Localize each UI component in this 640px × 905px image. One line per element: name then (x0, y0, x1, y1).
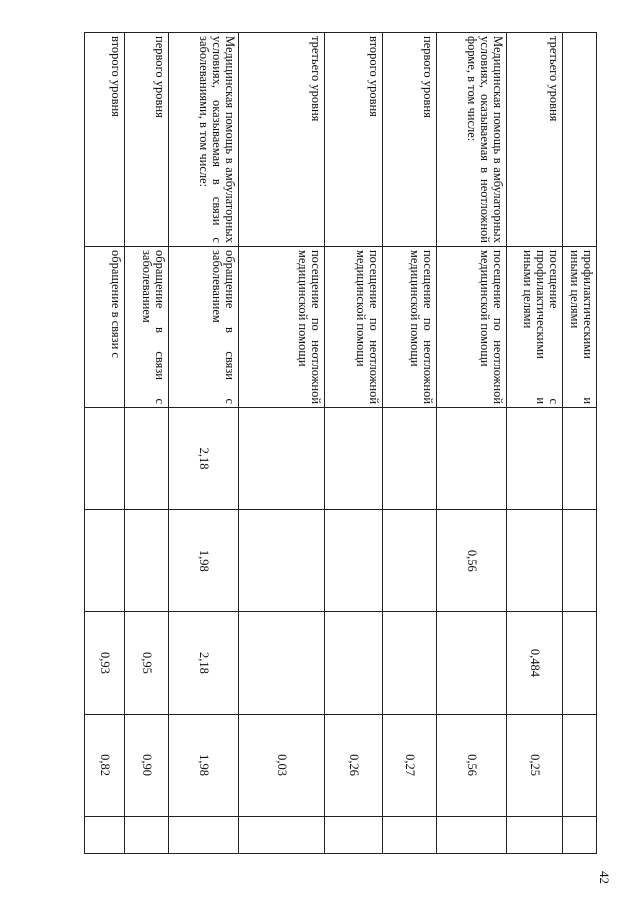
value-cell: 0,03 (239, 714, 325, 816)
table-body (85, 33, 597, 854)
value-cell (383, 408, 437, 510)
category-cell: второго уровня (85, 33, 125, 247)
category-cell: второго уровня (325, 33, 383, 247)
table-row (563, 33, 597, 854)
category-cell: первого уровня (383, 33, 437, 247)
value-cell (507, 510, 563, 612)
empty-cell (325, 816, 383, 853)
value-cell (383, 612, 437, 714)
value-cell (325, 408, 383, 510)
empty-cell (563, 816, 597, 853)
value-cell (325, 510, 383, 612)
category-cell: Медицинская помощь в амбулаторных условиях, оказываемая в неотложной форме, в том числе: (437, 33, 507, 247)
unit-cell: посещение по неотложной медицинской помощи (325, 246, 383, 407)
data-table (84, 32, 597, 854)
value-cell: 0,95 (125, 612, 169, 714)
value-cell (383, 510, 437, 612)
value-cell (563, 612, 597, 714)
value-cell: 0,26 (325, 714, 383, 816)
table-row (383, 33, 437, 854)
value-cell (563, 714, 597, 816)
empty-cell (169, 816, 239, 853)
value-cell (85, 408, 125, 510)
value-cell: 0,25 (507, 714, 563, 816)
unit-cell: посещение по неотложной медицинской помощи (383, 246, 437, 407)
value-cell: 0,93 (85, 612, 125, 714)
value-cell: 0,484 (507, 612, 563, 714)
unit-cell: обращение в связи с заболеванием (169, 246, 239, 407)
empty-cell (507, 816, 563, 853)
value-cell: 1,98 (169, 510, 239, 612)
value-cell (507, 408, 563, 510)
category-cell: первого уровня (125, 33, 169, 247)
value-cell (437, 612, 507, 714)
page-number: 42 (597, 871, 612, 884)
table-row (169, 33, 239, 854)
table-row (437, 33, 507, 854)
unit-cell: обращение в связи с (85, 246, 125, 407)
value-cell: 1,98 (169, 714, 239, 816)
value-cell: 0,56 (437, 510, 507, 612)
value-cell: 2,18 (169, 408, 239, 510)
value-cell (437, 408, 507, 510)
empty-cell (437, 816, 507, 853)
category-cell: третьего уровня (507, 33, 563, 247)
value-cell (563, 510, 597, 612)
empty-cell (239, 816, 325, 853)
value-cell (239, 408, 325, 510)
value-cell: 0,90 (125, 714, 169, 816)
value-cell: 0,82 (85, 714, 125, 816)
empty-cell (125, 816, 169, 853)
value-cell (239, 612, 325, 714)
value-cell (125, 510, 169, 612)
unit-cell: обращение в связи с заболеванием (125, 246, 169, 407)
value-cell: 0,27 (383, 714, 437, 816)
empty-cell (85, 816, 125, 853)
table-row (239, 33, 325, 854)
table-row (85, 33, 125, 854)
table-row (507, 33, 563, 854)
value-cell (239, 510, 325, 612)
unit-cell: посещение по неотложной медицинской помощи (239, 246, 325, 407)
unit-cell: посещение по неотложной медицинской помощи (437, 246, 507, 407)
empty-cell (383, 816, 437, 853)
rotated-table-wrapper (53, 32, 597, 854)
value-cell: 2,18 (169, 612, 239, 714)
value-cell (125, 408, 169, 510)
value-cell: 0,56 (437, 714, 507, 816)
unit-cell: профилактическими и иными целями (563, 246, 597, 407)
category-cell: Медицинская помощь в амбулаторных условиях, оказываемая в связи с заболеваниями, в том числе: (169, 33, 239, 247)
table-row (125, 33, 169, 854)
table-row (325, 33, 383, 854)
value-cell (85, 510, 125, 612)
unit-cell: посещение с профилактическими и иными целями (507, 246, 563, 407)
value-cell (325, 612, 383, 714)
category-cell: третьего уровня (239, 33, 325, 247)
value-cell (563, 408, 597, 510)
category-cell (563, 33, 597, 247)
